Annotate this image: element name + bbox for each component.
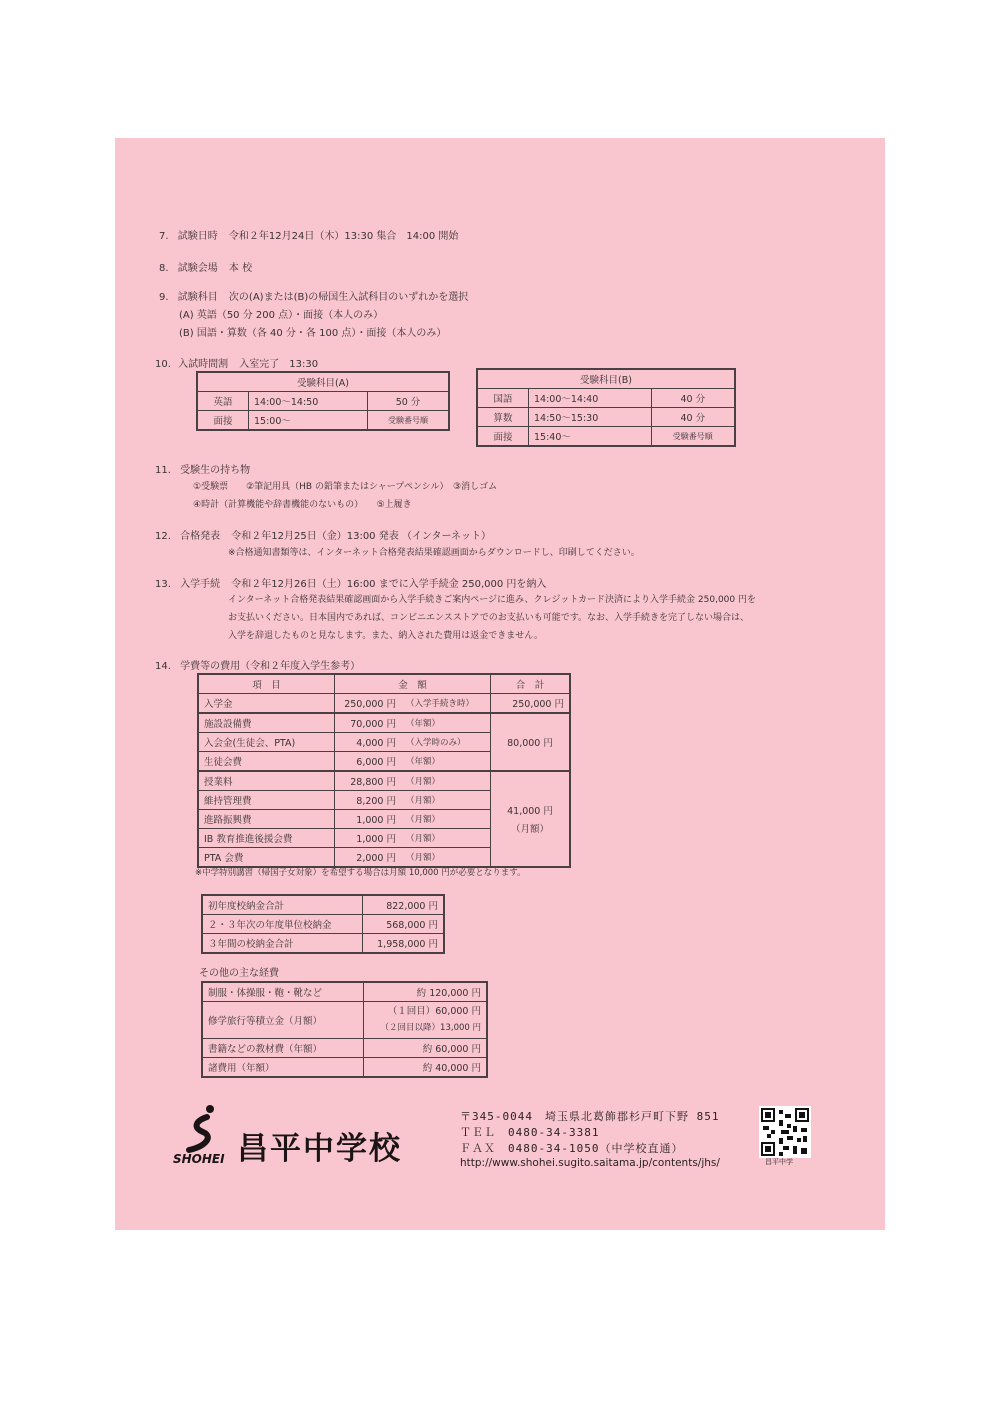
shohei-logo-icon (177, 1104, 229, 1156)
table-row: 維持管理費 8,200 円 （月額） (198, 791, 570, 810)
section-text: 入室完了 13:30 (239, 359, 319, 370)
section-label: 受験生の持ち物 (180, 465, 251, 476)
table-row: 入会金(生徒会、PTA) 4,000 円 （入学時のみ） (198, 733, 570, 752)
other-costs-title: その他の主な経費 (199, 968, 279, 979)
section-label: 合格発表 (180, 531, 221, 542)
section-label: 入試時間割 (178, 359, 229, 370)
table-row: 修学旅行等積立金（月額） （１回目）60,000 円 （２回目以降）13,000 円 (202, 1002, 487, 1039)
fees-note: ※中学特別講習（帰国子女対象）を希望する場合は月額 10,000 円が必要となります。 (195, 868, 526, 878)
qr-code-icon (759, 1106, 811, 1158)
table-row: 国語 14:00～14:40 40 分 (477, 389, 735, 408)
timetable-a (196, 371, 450, 431)
section-text: 令和２年12月25日（金）13:00 発表 （インターネット） (231, 531, 492, 542)
section-number: 12. (155, 531, 171, 542)
other-costs-table (201, 981, 488, 1078)
table-row: PTA 会費 2,000 円 （月額） (198, 848, 570, 868)
section-label: 試験科目 (177, 292, 218, 303)
section-number: 9. (159, 292, 169, 303)
table-row: 面接 15:00～ 受験番号順 (197, 411, 449, 431)
section-10 (155, 358, 318, 372)
section-13-line-3: 入学を辞退したものと見なします。また、納入された費用は返金できません。 (228, 631, 543, 641)
section-number: 11. (155, 465, 171, 476)
brand-wordmark: SHOHEI (173, 1152, 225, 1166)
section-label: 入学手続 (180, 579, 221, 590)
table-row: 生徒会費 6,000 円 （年額） (198, 752, 570, 772)
table-row: 諸費用（年額） 約 40,000 円 (202, 1058, 487, 1078)
section-12-note: ※合格通知書類等は、インターネット合格発表結果確認画面からダウンロードし、印刷してください。 (228, 548, 640, 558)
column-header: 合 計 (491, 674, 571, 694)
section-number: 13. (155, 579, 171, 590)
table-row: 入学金 250,000 円 （入学手続き時） 250,000 円 (198, 694, 570, 714)
section-7 (159, 230, 458, 244)
table-row: 制服・体操服・鞄・靴など 約 120,000 円 (202, 982, 487, 1002)
option-b: (B) 国語・算数（各 40 分・各 100 点）・面接（本人のみ） (179, 328, 447, 339)
option-a: (A) 英語（50 分 200 点）・面接（本人のみ） (179, 310, 384, 321)
table-title: 受験科目(A) (197, 372, 449, 392)
section-text: 令和２年12月24日（木）13:30 集合 14:00 開始 (228, 231, 459, 242)
section-number: 7. (159, 231, 169, 242)
summary-table (201, 894, 445, 954)
group-total: 41,000 円 （月額） (491, 771, 571, 867)
section-11 (155, 464, 250, 478)
qr-label: 昌平中学 (765, 1158, 793, 1166)
section-label: 学費等の費用（令和２年度入学生参考） (180, 661, 361, 672)
section-14 (155, 660, 360, 674)
table-row: ３年間の校納金合計 1,958,000 円 (202, 934, 444, 954)
website-url: http://www.shohei.sugito.saitama.jp/contents/jhs/ (460, 1157, 720, 1169)
table-row: 進路振興費 1,000 円 （月額） (198, 810, 570, 829)
section-number: 14. (155, 661, 171, 672)
section-13 (155, 578, 546, 592)
section-13-line-1: インターネット合格発表結果確認画面から入学手続きご案内ページに進み、クレジットカード決済により入学手続金 250,000 円を (228, 595, 756, 605)
table-row: 初年度校納金合計 822,000 円 (202, 895, 444, 915)
table-title: 受験科目(B) (477, 369, 735, 389)
belongings-line-2: ④時計（計算機能や辞書機能のないもの） ⑤上履き (193, 500, 412, 510)
table-row: 英語 14:00～14:50 50 分 (197, 392, 449, 411)
belongings-line-1: ①受験票 ②筆記用具（HB の鉛筆またはシャープペンシル） ③消しゴム (193, 482, 498, 492)
column-header: 金 額 (335, 674, 491, 694)
school-name: 昌平中学校 (237, 1131, 402, 1167)
section-9 (159, 291, 468, 305)
section-12 (155, 530, 491, 544)
section-text: 本 校 (228, 263, 253, 274)
section-label: 試験日時 (177, 231, 218, 242)
section-13-line-2: お支払いください。日本国内であれば、コンビニエンスストアでのお支払いも可能です。なお、入学手続きを完了しない場合は、 (228, 613, 750, 623)
section-8 (159, 262, 252, 276)
fax-number: ＦＡＸ 0480-34-1050（中学校直通） (460, 1142, 684, 1155)
section-number: 8. (159, 263, 169, 274)
table-row: IB 教育推進後援会費 1,000 円 （月額） (198, 829, 570, 848)
section-text: 次の(A)または(B)の帰国生入試科目のいずれかを選択 (228, 292, 469, 303)
fees-table (197, 673, 571, 868)
table-row: 授業料 28,800 円 （月額） 41,000 円 （月額） (198, 771, 570, 791)
section-text: 令和２年12月26日（土）16:00 までに入学手続金 250,000 円を納入 (231, 579, 547, 590)
column-header: 項 目 (198, 674, 335, 694)
table-row: ２・３年次の年度単位校納金 568,000 円 (202, 915, 444, 934)
table-row: 面接 15:40～ 受験番号順 (477, 427, 735, 447)
table-row: 書籍などの教材費（年額） 約 60,000 円 (202, 1039, 487, 1058)
timetable-b (476, 368, 736, 447)
section-number: 10. (155, 359, 171, 370)
table-row: 施設設備費 70,000 円 （年額） 80,000 円 (198, 713, 570, 733)
table-row: 算数 14:50～15:30 40 分 (477, 408, 735, 427)
tel-number: ＴＥＬ 0480-34-3381 (460, 1126, 600, 1139)
table-header-row (198, 674, 570, 694)
group-total: 80,000 円 (491, 713, 571, 771)
pink-page (115, 138, 885, 1230)
section-label: 試験会場 (177, 263, 218, 274)
postal-address: 〒345-0044 埼玉県北葛飾郡杉戸町下野 851 (460, 1110, 720, 1123)
